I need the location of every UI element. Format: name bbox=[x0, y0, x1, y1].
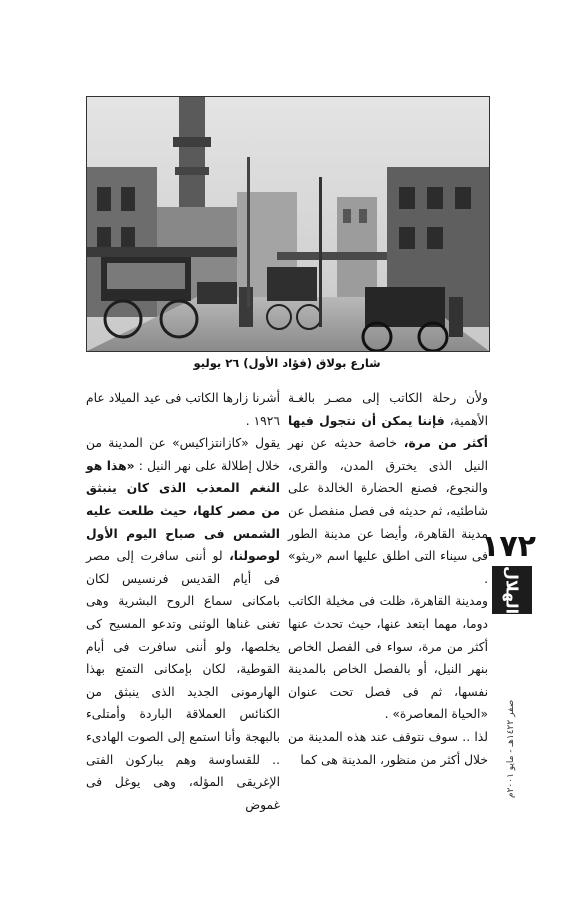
paragraph: ومدينة القاهرة، ظلت فى مخيلة الكاتب دوما، مهما ابتعد عنها، حيث تحدث عنها أكثر من مرة، سواء فى الفصل الخاص بنهر النيل، أو بالفصل الخاص بالمدينة نفسها، ثم فى فصل تحت عنوان «الحياة المعاصرة» . bbox=[288, 594, 488, 722]
text-column-right bbox=[288, 387, 488, 771]
text-run-bold: فإننا يمكن أن نتجول فيها أكثر من مرة، bbox=[288, 413, 488, 451]
text-column-left bbox=[86, 387, 280, 816]
magazine-logo: الهلال bbox=[492, 566, 532, 614]
paragraph bbox=[288, 387, 488, 590]
text-run: خاصة حديثه عن نهر النيل الذى يخترق المدن، والقرى، والنجوع، فصنع الحضارة الخالدة على شاطئيه، ثم حديثه فى فصل منفصل عن مدينة القاهرة، وأيضا عن مدينة الطور فى سيناء التى اطلق عليها اسم «ريثو» . bbox=[288, 436, 488, 586]
street-photo bbox=[86, 96, 490, 352]
paragraph bbox=[86, 432, 280, 816]
paragraph: لذا .. سوف نتوقف عند هذه المدينة من خلال أكثر من منظور، المدينة هى كما bbox=[288, 729, 488, 767]
text-run: ولأن رحلة الكاتب إلى مصـر بالغـة الأهمية، bbox=[288, 391, 488, 428]
photo-caption: شارع بولاق (فؤاد الأول) ٢٦ يوليو bbox=[193, 356, 381, 370]
text-run: لو أننى سافرت إلى مصر فى أيام القديس فرنسيس لكان بامكانى سماع الروح البشرية وهى تغنى غناها الوثنى وتدعو المسيح كى يخلصها، ولو أننى سافرت فى أيام القوطية، لكان بإمكانى التمتع بهذا الهارمونى الجديد الذى ينبثق من الكنائس العملاقة الباردة وأمتلىء بالبهجة وأنا استمع إلى الصوت الهادىء .. للقساوسة وهم يباركون الفتى الإغريقى المؤله، وهى يوغل فى غموض bbox=[86, 549, 280, 812]
issue-info: صفر ١٤٢٢هـ - مايو ٢٠٠١م bbox=[506, 700, 516, 799]
paragraph: أشرنا زارها الكاتب فى عيد الميلاد عام ١٩٢٦ . bbox=[86, 391, 280, 428]
street-photo-illustration bbox=[87, 97, 489, 351]
text-run: يقول «كازانتزاكيس» عن المدينة من خلال إطلالة على نهر النيل : bbox=[86, 436, 280, 473]
text-run-bold: «هذا هو النغم المعذب الذى كان ينبثق من مصر كلها، حيث طلعت عليه الشمس فى صباح اليوم الأول لوصولنا، bbox=[86, 458, 280, 564]
page-number: ١٧٢ bbox=[481, 529, 536, 564]
